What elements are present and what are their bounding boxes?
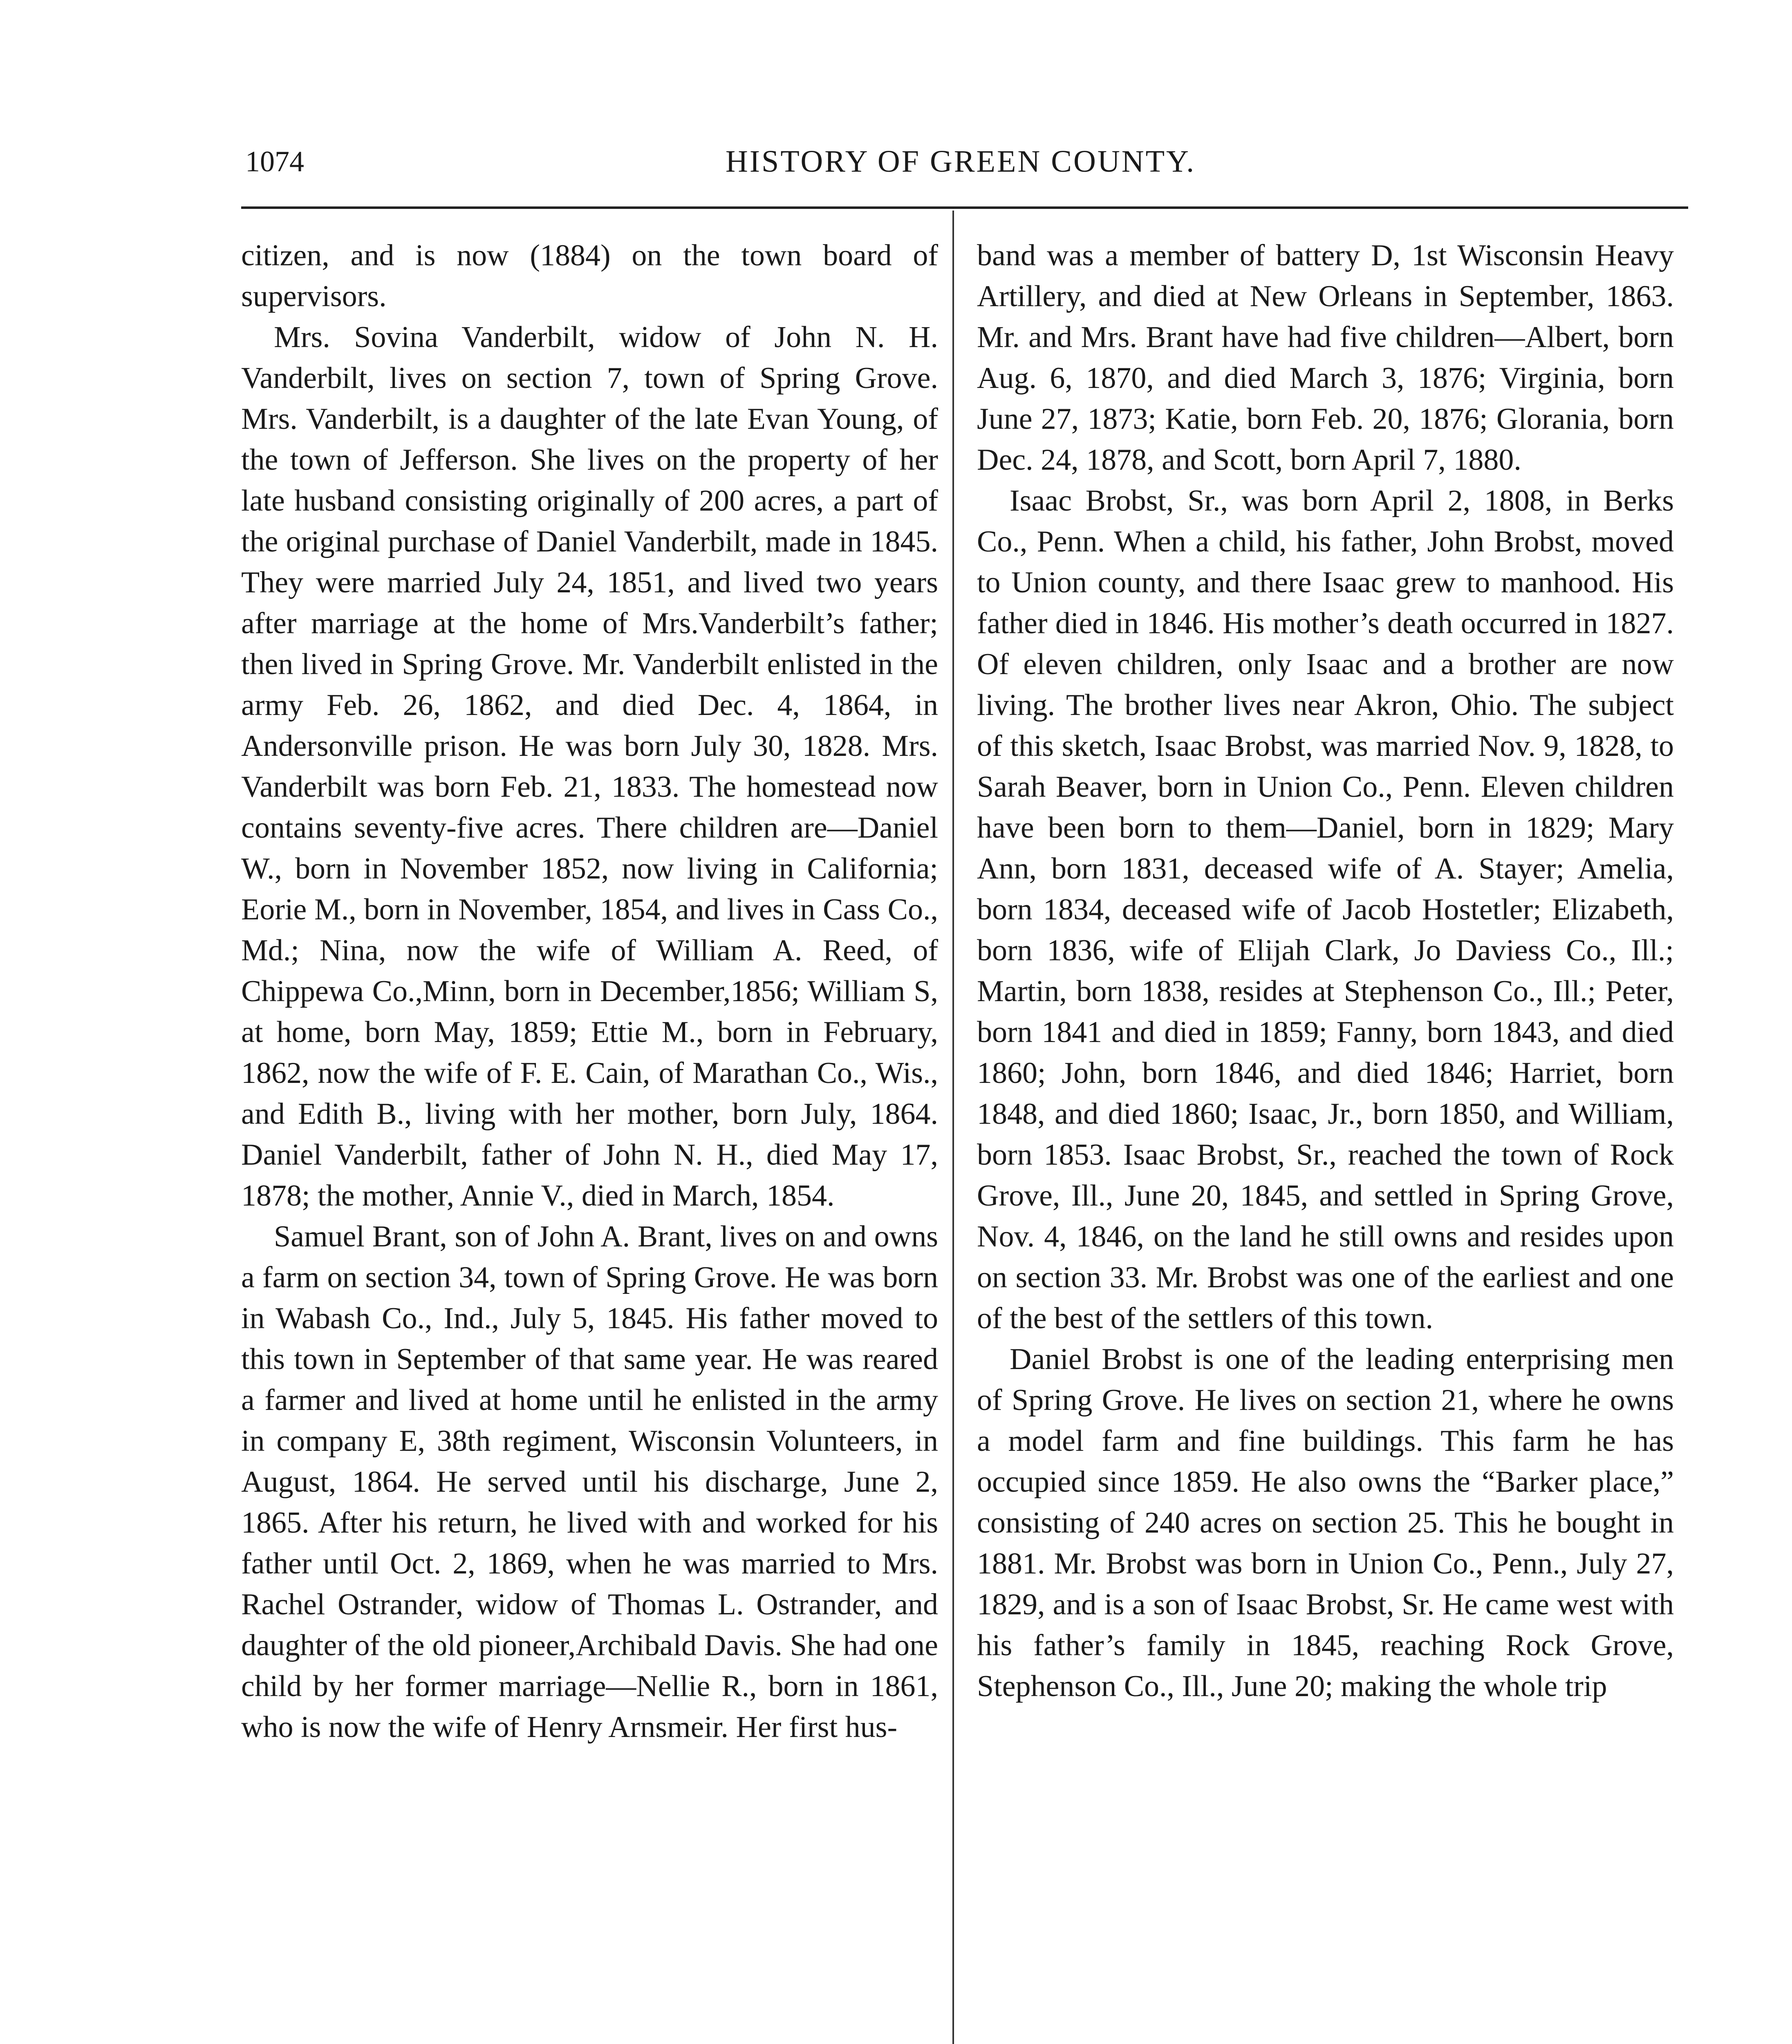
running-title: HISTORY OF GREEN COUNTY. bbox=[725, 144, 1196, 179]
paragraph-continued: citizen, and is now (1884) on the town board of supervisors. bbox=[241, 239, 938, 313]
paragraph-daniel-brobst: Daniel Brobst is one of the leading enterprising men of Spring Grove. He lives on section 21, where he owns a model farm and fine buildings. This farm he has occupied since 1859. He also owns the “Barker place,” consisting of 240 acres on section 25. This he bought in 1881. Mr. Brobst was born in Union Co., Penn., July 27, 1829, and is a son of Isaac Brobst, Sr. He came west with his father’s family in 1845, reaching Rock Grove, Stephenson Co., Ill., June 20; making the whole trip bbox=[977, 1342, 1674, 1703]
paragraph-samuel-brant: Samuel Brant, son of John A. Brant, lives on and owns a farm on section 34, town of Spring Grove. He was born in Wabash Co., Ind., July 5, 1845. His father moved to this town in September of that same year. He was reared a farmer and lived at home until he enlisted in the army in company E, 38th regiment, Wisconsin Volunteers, in August, 1864. He served until his discharge, June 2, 1865. After his return, he lived with and worked for his father until Oct. 2, 1869, when he was married to Mrs. Rachel Ostrander, widow of Thomas L. Ostrander, and daughter of the old pioneer,Archibald Davis. She had one child by her former marriage—Nellie R., born in 1861, who is now the wife of Henry Arnsmeir. Her first hus- bbox=[241, 1220, 938, 1744]
column-divider bbox=[952, 211, 954, 2044]
left-column bbox=[241, 235, 938, 1748]
paragraph-brant-continued: band was a member of battery D, 1st Wisconsin Heavy Artillery, and died at New Orleans in September, 1863. Mr. and Mrs. Brant have had five children—Albert, born Aug. 6, 1870, and died March 3, 1876; Virginia, born June 27, 1873; Katie, born Feb. 20, 1876; Glorania, born Dec. 24, 1878, and Scott, born April 7, 1880. bbox=[977, 239, 1674, 477]
page-header bbox=[245, 141, 1676, 186]
paragraph-isaac-brobst: Isaac Brobst, Sr., was born April 2, 1808, in Berks Co., Penn. When a child, his father, John Brobst, moved to Union county, and there Isaac grew to manhood. His father died in 1846. His mother’s death occurred in 1827. Of eleven children, only Isaac and a brother are now living. The brother lives near Akron, Ohio. The subject of this sketch, Isaac Brobst, was married Nov. 9, 1828, to Sarah Beaver, born in Union Co., Penn. Eleven children have been born to them—Daniel, born in 1829; Mary Ann, born 1831, deceased wife of A. Stayer; Amelia, born 1834, deceased wife of Jacob Hostetler; Elizabeth, born 1836, wife of Elijah Clark, Jo Daviess Co., Ill.; Martin, born 1838, resides at Stephenson Co., Ill.; Peter, born 1841 and died in 1859; Fanny, born 1843, and died 1860; John, born 1846, and died 1846; Harriet, born 1848, and died 1860; Isaac, Jr., born 1850, and William, born 1853. Isaac Brobst, Sr., reached the town of Rock Grove, Ill., June 20, 1845, and settled in Spring Grove, Nov. 4, 1846, on the land he still owns and resides upon on section 33. Mr. Brobst was one of the earliest and one of the best of the settlers of this town. bbox=[977, 484, 1674, 1335]
paragraph-vanderbilt: Mrs. Sovina Vanderbilt, widow of John N. H. Vanderbilt, lives on section 7, town of Spring Grove. Mrs. Vanderbilt, is a daughter of the late Evan Young, of the town of Jefferson. She lives on the property of her late husband consisting originally of 200 acres, a part of the original purchase of Daniel Vanderbilt, made in 1845. They were married July 24, 1851, and lived two years after marriage at the home of Mrs.Vanderbilt’s father; then lived in Spring Grove. Mr. Vanderbilt enlisted in the army Feb. 26, 1862, and died Dec. 4, 1864, in Andersonville prison. He was born July 30, 1828. Mrs. Vanderbilt was born Feb. 21, 1833. The homestead now contains seventy-five acres. There children are—Daniel W., born in November 1852, now living in California; Eorie M., born in November, 1854, and lives in Cass Co., Md.; Nina, now the wife of William A. Reed, of Chippewa Co.,Minn, born in December,1856; William S, at home, born May, 1859; Ettie M., born in February, 1862, now the wife of F. E. Cain, of Marathan Co., Wis., and Edith B., living with her mother, born July, 1864. Daniel Vanderbilt, father of John N. H., died May 17, 1878; the mother, Annie V., died in March, 1854. bbox=[241, 320, 938, 1213]
header-rule bbox=[241, 206, 1688, 209]
page-number: 1074 bbox=[245, 145, 304, 178]
right-column bbox=[977, 235, 1674, 1707]
